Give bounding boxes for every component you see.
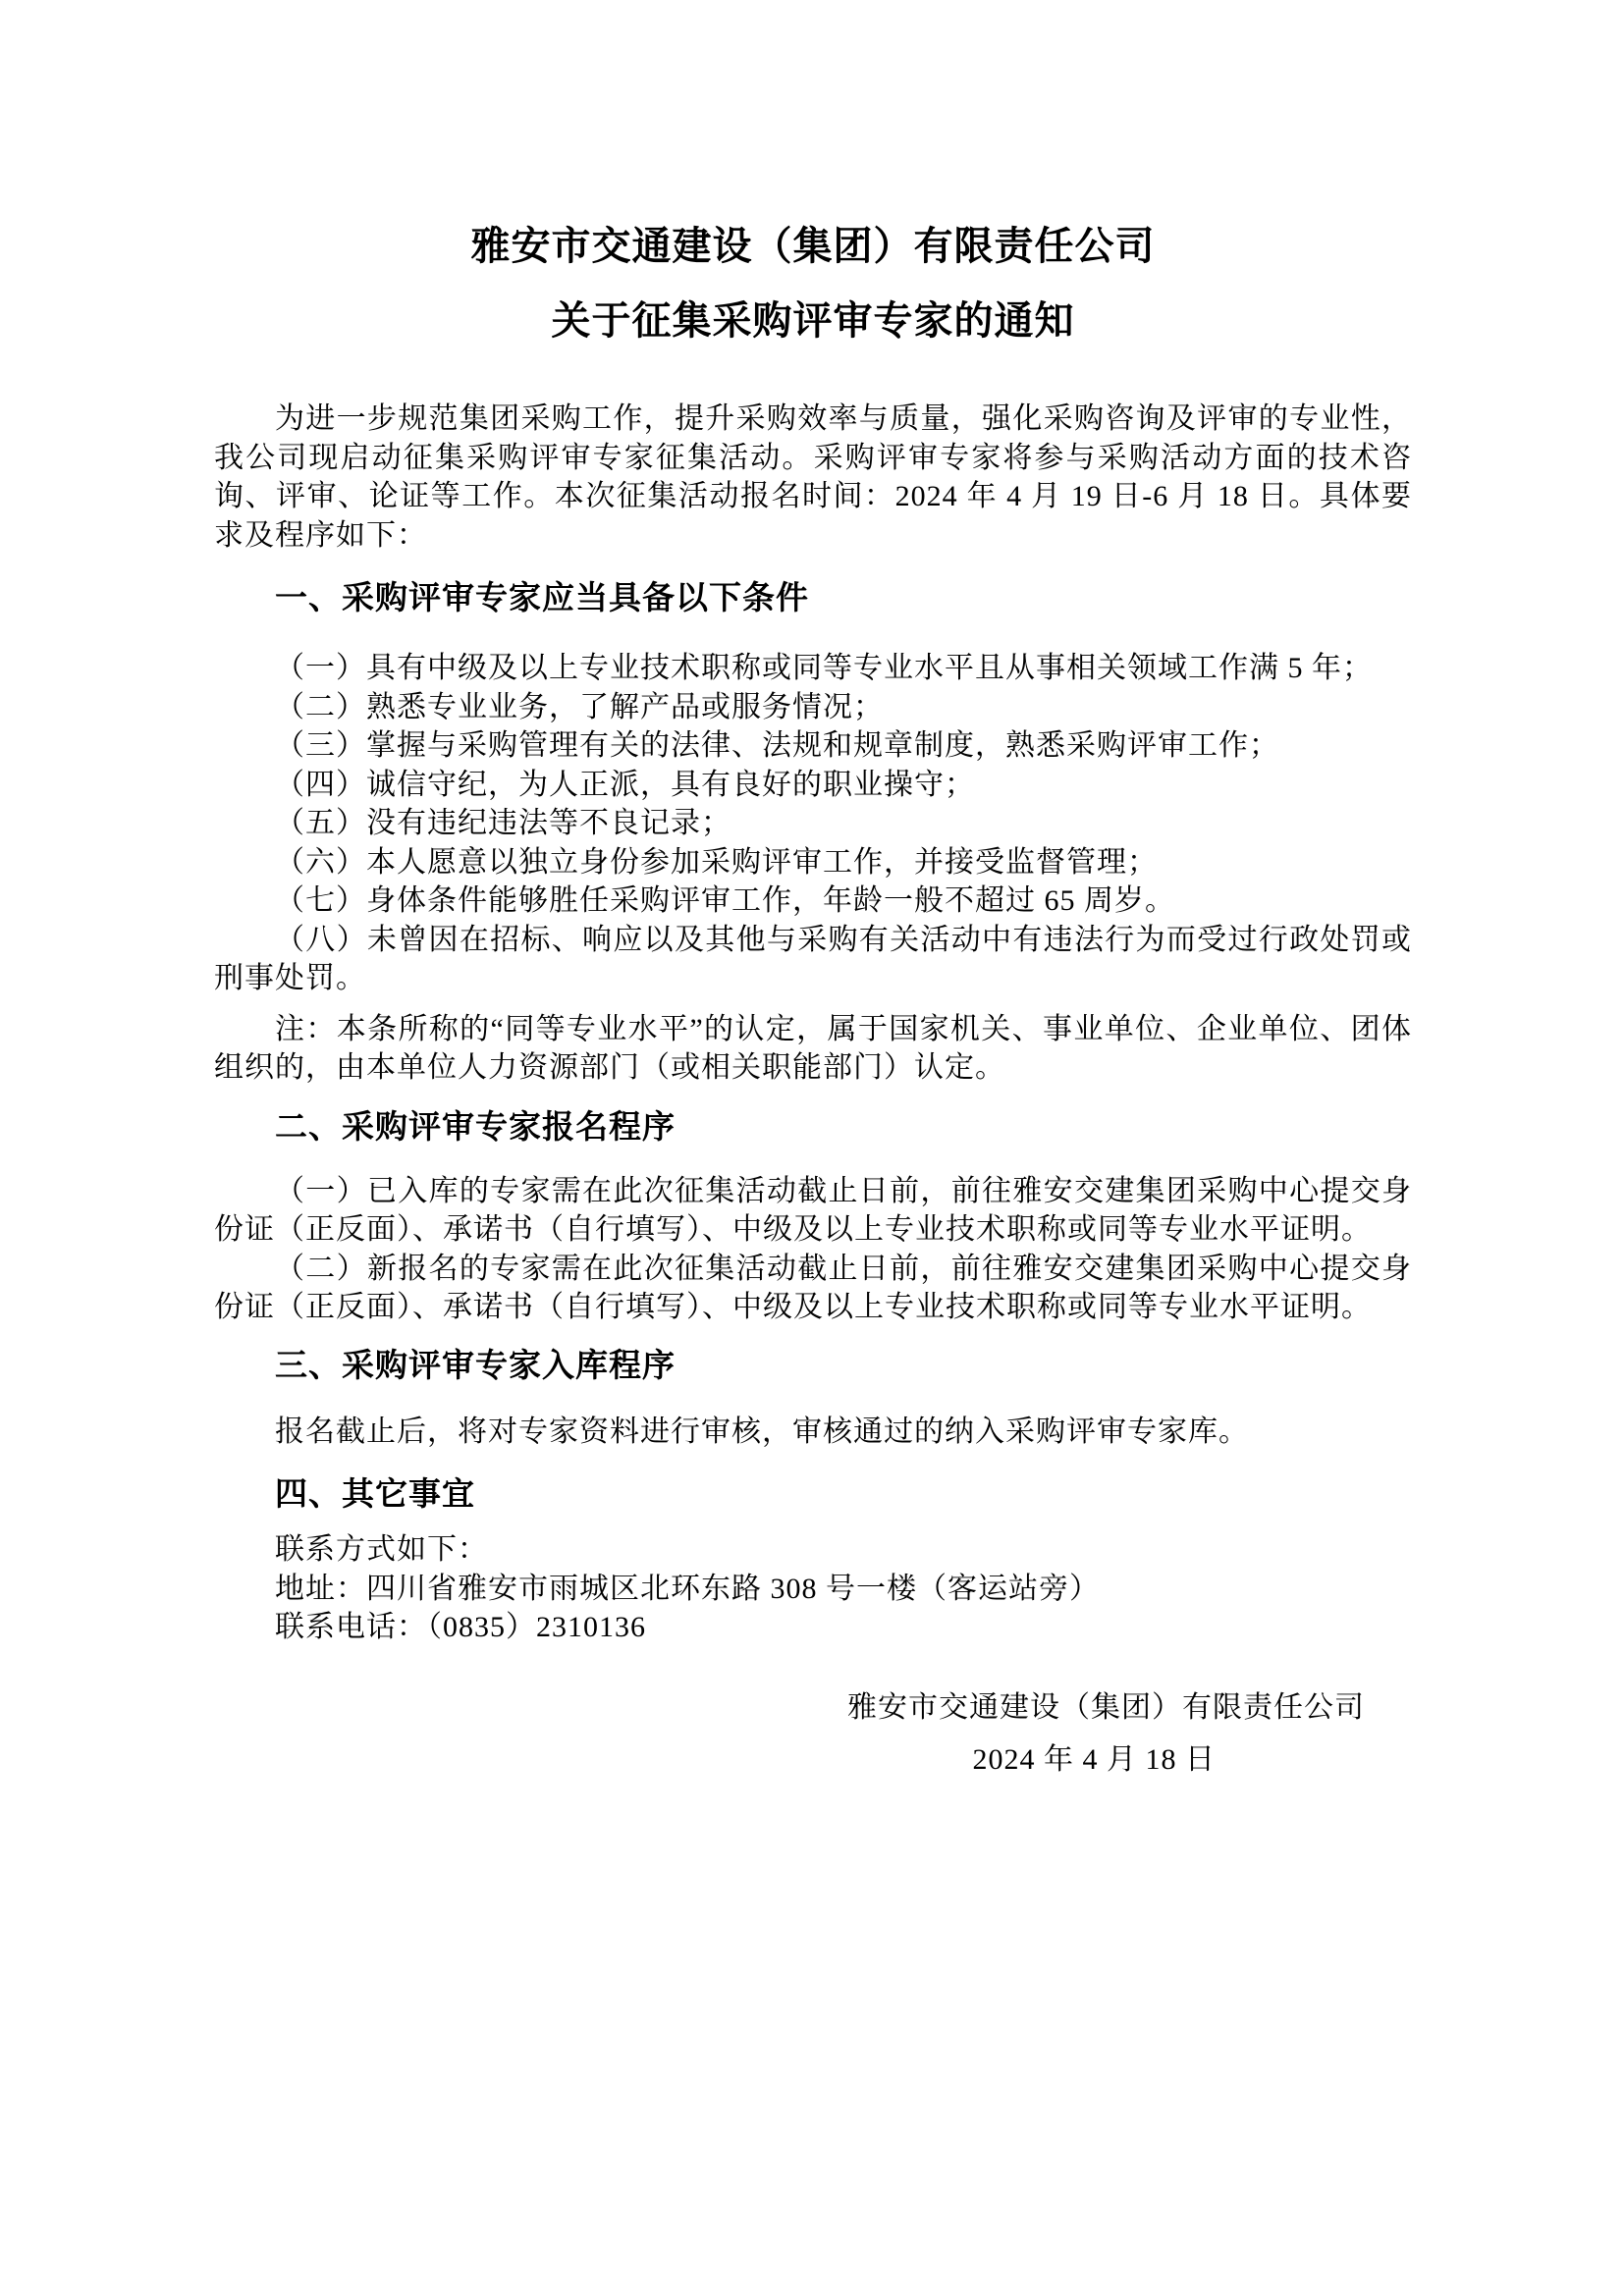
section-4-heading: 四、其它事宜	[275, 1475, 475, 1512]
company-title: 雅安市交通建设（集团）有限责任公司	[470, 225, 1156, 268]
section-3-heading: 三、采购评审专家入库程序	[275, 1346, 676, 1383]
condition-item-2: （二）熟悉专业业务，了解产品或服务情况；	[275, 690, 884, 723]
note-paragraph: 注：本条所称的“同等专业水平”的认定，属于国家机关、事业单位、企业单位、团体组织的，由本单位人力资源部门（或相关职能部门）认定。	[214, 1012, 1412, 1084]
condition-item-1: （一）具有中级及以上专业技术职称或同等专业水平且从事相关领域工作满 5 年；	[275, 652, 1373, 684]
condition-item-6: （六）本人愿意以独立身份参加采购评审工作，并接受监督管理；	[275, 845, 1158, 879]
condition-item-8: （八）未曾因在招标、响应以及其他与采购有关活动中有违法行为而受过行政处罚或刑事处罚。	[214, 923, 1412, 994]
signature-date: 2024 年 4 月 18 日	[972, 1743, 1216, 1776]
notice-title: 关于征集采购评审专家的通知	[551, 299, 1075, 343]
contact-address-line: 地址：四川省雅安市雨城区北环东路 308 号一楼（客运站旁）	[275, 1572, 1100, 1605]
condition-item-5: （五）没有违纪违法等不良记录；	[275, 807, 731, 839]
condition-item-4: （四）诚信守纪，为人正派，具有良好的职业操守；	[275, 768, 975, 801]
contact-phone-line: 联系电话：（0835）2310136	[275, 1611, 646, 1643]
signature-company: 雅安市交通建设（集团）有限责任公司	[847, 1690, 1365, 1724]
section-1-conditions-list	[214, 649, 1412, 998]
procedure-item-2: （二）新报名的专家需在此次征集活动截止日前，前往雅安交建集团采购中心提交身份证（正反面）、承诺书（自行填写）、中级及以上专业技术职称或同等专业水平证明。	[214, 1252, 1412, 1323]
section-3-paragraph: 报名截止后，将对专家资料进行审核，审核通过的纳入采购评审专家库。	[275, 1415, 1249, 1448]
procedure-item-1: （一）已入库的专家需在此次征集活动截止日前，前往雅安交建集团采购中心提交身份证（正反面）、承诺书（自行填写）、中级及以上专业技术职称或同等专业水平证明。	[214, 1174, 1412, 1246]
intro-paragraph: 为进一步规范集团采购工作，提升采购效率与质量，强化采购咨询及评审的专业性，我公司现启动征集采购评审专家征集活动。采购评审专家将参与采购活动方面的技术咨询、评审、论证等工作。本次征集活动报名时间：2024 年 4 月 19 日-6 月 18 日。具体要求及程序如下：	[214, 402, 1412, 552]
contact-block	[214, 1530, 1412, 1647]
section-2-procedure-list	[214, 1172, 1412, 1327]
contact-intro-line: 联系方式如下：	[275, 1533, 488, 1566]
condition-item-3: （三）掌握与采购管理有关的法律、法规和规章制度，熟悉采购评审工作；	[275, 729, 1279, 762]
section-2-heading: 二、采购评审专家报名程序	[275, 1107, 676, 1145]
section-1-heading: 一、采购评审专家应当具备以下条件	[275, 579, 809, 615]
condition-item-7: （七）身体条件能够胜任采购评审工作，年龄一般不超过 65 周岁。	[275, 884, 1175, 917]
